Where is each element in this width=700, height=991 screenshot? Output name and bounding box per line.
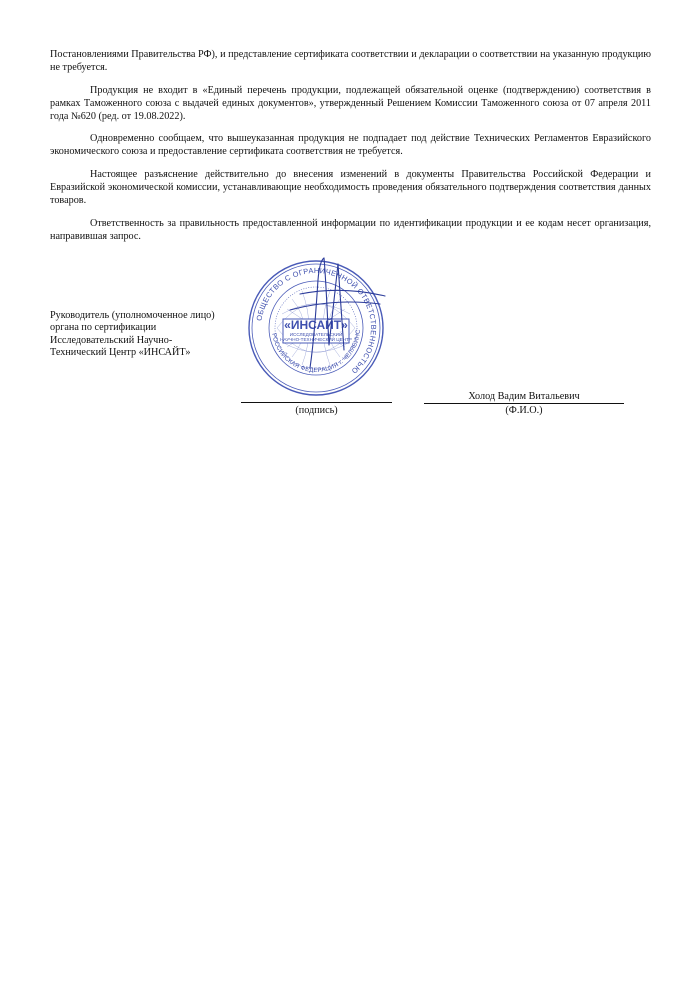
name-caption: (Ф.И.О.): [505, 405, 543, 416]
paragraph-2: Продукция не входит в «Единый перечень продукции, подлежащей обязательной оценке (подтверждению) соответствия в рамках Таможенного союза с выдачей единых документов», утвержденный Решением Комиссии Таможенного союза от 07 апреля 2011 года №620 (ред. от 19.08.2022).: [50, 85, 651, 123]
signature-line: [241, 402, 392, 403]
paragraph-5: Ответственность за правильность предоставленной информации по идентификации продукции и ее кодам несет организация, направившая запрос.: [50, 218, 651, 243]
signatory-line-4: Технический Центр «ИНСАЙТ»: [50, 347, 191, 359]
handwritten-signature: [280, 250, 390, 380]
seal-bottom-text: РОССИЙСКАЯ ФЕДЕРАЦИЯ г. ЧЕЛЯБИНС: [270, 329, 363, 375]
signatory-line-2: органа по сертификации: [50, 322, 157, 334]
paragraph-3: Одновременно сообщаем, что вышеуказанная продукция не подпадает под действие Технических Регламентов Евразийского экономического союза и предоставление сертификата соответствия не требуется.: [50, 133, 651, 158]
signatory-line-3: Исследовательский Научно-: [50, 334, 173, 346]
seal-center-name: «ИНСАЙТ»: [284, 318, 348, 332]
seal-outer-text: ОБЩЕСТВО С ОГРАНИЧЕННОЙ ОТВЕТСТВЕННОСТЬЮ: [254, 265, 379, 376]
signature-caption: (подпись): [295, 405, 338, 416]
name-line: [424, 403, 624, 404]
paragraph-1: Постановлениями Правительства РФ), и представление сертификата соответствии и декларации о соответствии на указанную продукцию не требуется.: [50, 49, 651, 74]
paragraph-4: Настоящее разъяснение действительно до внесения изменений в документы Правительства Российской Федерации и Евразийской экономической комиссии, устанавливающие необходимость проведения обязательного подтверждения соответствия данных товаров.: [50, 169, 651, 207]
seal-center-line-2: НАУЧНО-ТЕХНИЧЕСКИЙ ЦЕНТР: [280, 337, 352, 342]
signatory-title: [50, 310, 240, 360]
signatory-name: Холод Вадим Витальевич: [468, 391, 580, 402]
signatory-line-1: Руководитель (уполномоченное лицо): [50, 310, 215, 321]
seal-center-line-1: ИССЛЕДОВАТЕЛЬСКИЙ: [289, 332, 343, 337]
